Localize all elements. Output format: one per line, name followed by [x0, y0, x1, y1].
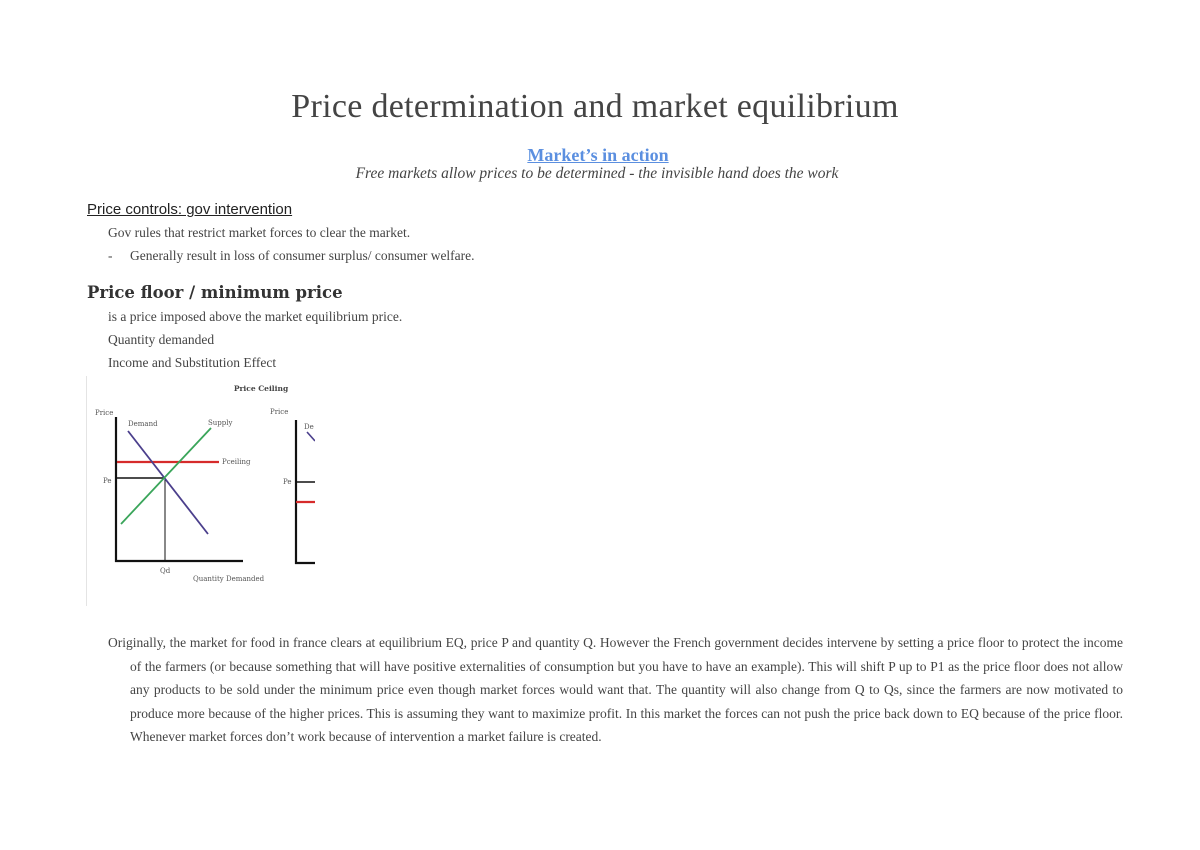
price-floor-line-1: is a price imposed above the market equilibrium price.: [108, 309, 403, 324]
explanation-paragraph: Originally, the market for food in france clears at equilibrium EQ, price P and quantity Q. However the French government decides intervene by setting a price floor to protect the income of the farmers (or because something that will have positive externalities of consumption but you have to have an example). This will shift P up to P1 as the price floor does not allow any products to be sold under the minimum price even though market forces would want that. The quantity will also change from Q to Qs, since the farmers are now motivated to produce more because of the higher prices. This is assuming they want to maximize profit. In this market the forces can not push the price back down to EQ because of the price floor. Whenever market forces don’t work because of intervention a market failure is created.: [108, 635, 1123, 744]
supply-curve: [121, 428, 211, 524]
price-controls-bullet: [108, 248, 475, 264]
page-title: Price determination and market equilibrium: [291, 88, 899, 125]
price-controls-definition: Gov rules that restrict market forces to clear the market.: [108, 225, 411, 240]
demand-label: Demand: [128, 420, 158, 428]
tagline: Free markets allow prices to be determined - the invisible hand does the work: [355, 165, 839, 182]
supply-label: Supply: [208, 419, 233, 427]
price-controls-heading: Price controls: gov intervention: [87, 201, 293, 218]
bullet-text: Generally result in loss of consumer surplus/ consumer welfare.: [130, 248, 475, 263]
right-pe-label: Pe: [283, 478, 292, 486]
right-price-axis-label: Price: [270, 408, 289, 416]
x-axis-label: Quantity Demanded: [193, 575, 265, 583]
ceiling-label: Pceiling: [222, 458, 251, 466]
markets-in-action-link[interactable]: Market’s in action: [527, 145, 669, 165]
qd-label: Qd: [160, 567, 171, 575]
price-floor-line-3: Income and Substitution Effect: [108, 355, 277, 370]
left-price-axis-label: Price: [95, 409, 114, 417]
right-demand-label: De: [304, 423, 314, 431]
right-demand-curve: [307, 432, 315, 441]
price-floor-heading: Price floor / minimum price: [87, 283, 343, 302]
pe-label: Pe: [103, 477, 112, 485]
price-floor-line-2: Quantity demanded: [108, 332, 215, 347]
price-ceiling-figure: [86, 376, 315, 606]
bullet-marker: -: [108, 248, 113, 263]
figure-title: Price Ceiling: [233, 384, 289, 393]
demand-curve: [128, 431, 208, 534]
